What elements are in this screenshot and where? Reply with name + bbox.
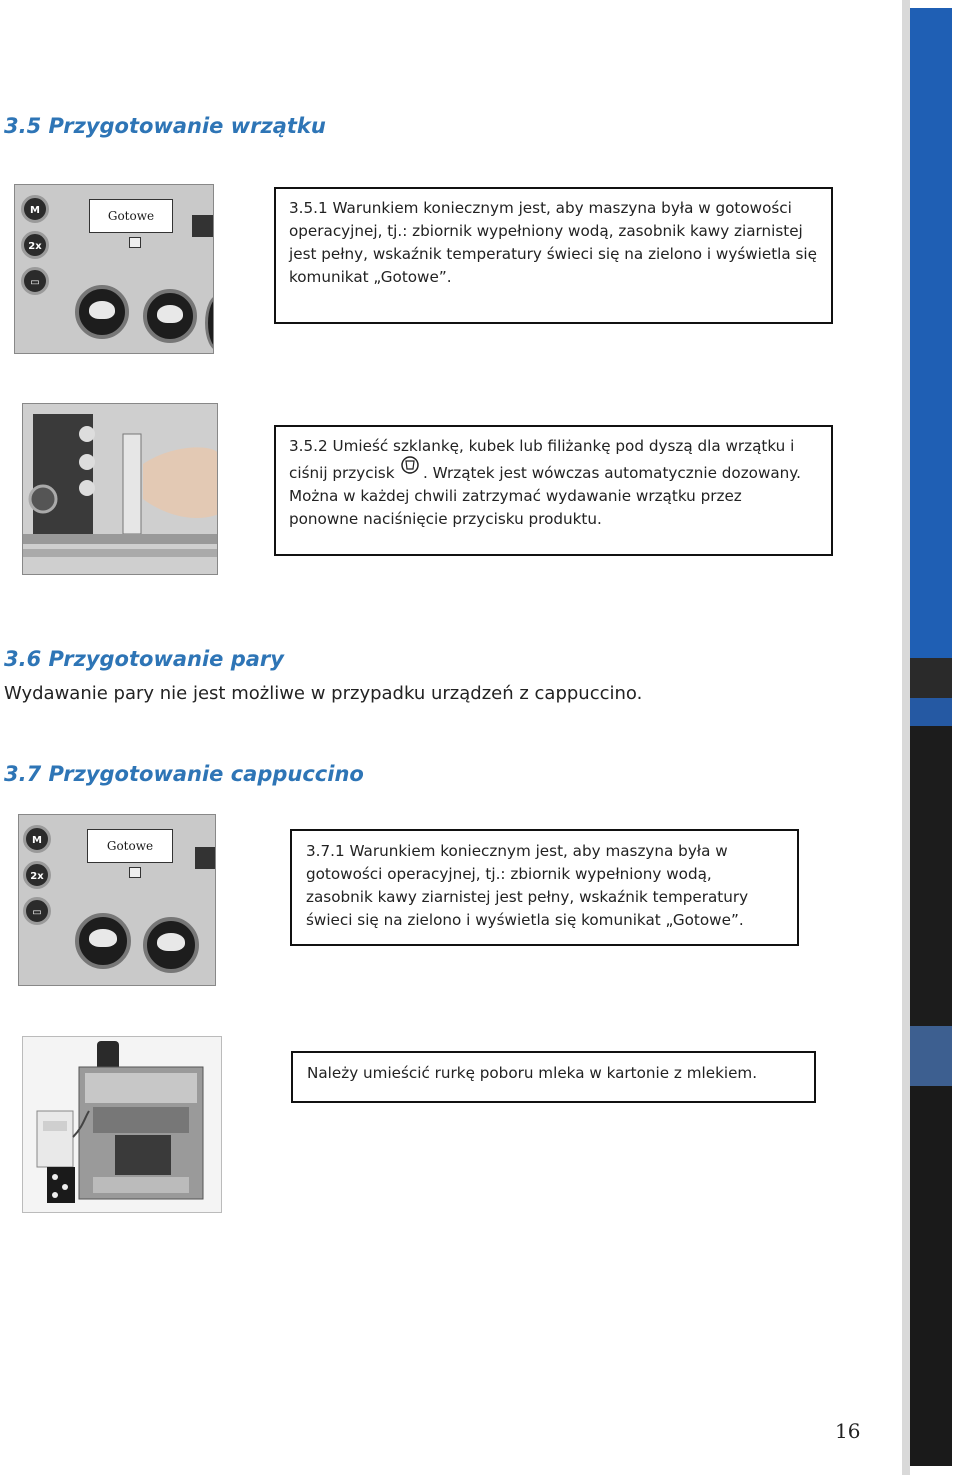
milk-instruction-text: Należy umieścić rurkę poboru mleka w kartonie z mlekiem. <box>307 1064 758 1082</box>
instruction-3-7-1-line-1: 3.7.1 Warunkiem koniecznym jest, aby maszyna była w <box>306 842 728 860</box>
instruction-box-3-5-2 <box>274 425 833 556</box>
display-gotowe-2: Gotowe <box>87 829 173 863</box>
display-indicator <box>129 237 141 248</box>
coffee-machine-with-milk-image <box>22 1036 222 1213</box>
instruction-3-5-2-line-3: Można w każdej chwili zatrzymać wydawanie wrzątku przez <box>289 487 742 505</box>
steam-note: Wydawanie pary nie jest możliwe w przypadku urządzeń z cappuccino. <box>4 683 643 704</box>
control-panel-image-2 <box>18 814 216 986</box>
instruction-3-5-2-line-2a: ciśnij przycisk <box>289 464 395 482</box>
section-heading-3-5: 3.5 Przygotowanie wrzątku <box>4 114 326 138</box>
panel-side-element <box>192 215 214 237</box>
instruction-3-5-1-line-4: komunikat „Gotowe”. <box>289 268 452 286</box>
double-button-image: 2x <box>21 231 49 259</box>
page-number: 16 <box>835 1419 861 1443</box>
menu-button-image: M <box>21 195 49 223</box>
instruction-3-7-1-line-2: gotowości operacyjnej, tj.: zbiornik wypełniony wodą, <box>306 865 712 883</box>
instruction-box-3-5-1 <box>274 187 833 324</box>
instruction-3-5-1-line-1: 3.5.1 Warunkiem koniecznym jest, aby maszyna była w gotowości <box>289 199 792 217</box>
page-sidebar-decoration <box>902 0 960 1475</box>
hot-water-button-image: ▭ <box>21 267 49 295</box>
section-heading-3-6: 3.6 Przygotowanie pary <box>4 647 284 671</box>
instruction-3-5-2-line-2b: . Wrzątek jest wówczas automatycznie dozowany. <box>423 464 801 482</box>
display-gotowe: Gotowe <box>89 199 173 233</box>
control-panel-image-1 <box>14 184 214 354</box>
instruction-3-5-2-line-1: 3.5.2 Umieść szklankę, kubek lub filiżankę pod dyszą dla wrzątku i <box>289 437 795 455</box>
instruction-box-3-7-1 <box>290 829 799 946</box>
hot-water-button-image-2: ▭ <box>23 897 51 925</box>
instruction-3-7-1-line-4: świeci się na zielono i wyświetla się komunikat „Gotowe”. <box>306 911 744 929</box>
instruction-3-5-1-line-3: jest pełny, wskaźnik temperatury świeci się na zielono i wyświetla się <box>289 245 817 263</box>
menu-button-image-2: M <box>23 825 51 853</box>
section-heading-3-7: 3.7 Przygotowanie cappuccino <box>4 762 364 786</box>
milk-instruction-box <box>291 1051 816 1103</box>
instruction-3-7-1-line-3: zasobnik kawy ziarnistej jest pełny, wskaźnik temperatury <box>306 888 749 906</box>
instruction-3-5-1-line-2: operacyjnej, tj.: zbiornik wypełniony wodą, zasobnik kawy ziarnistej <box>289 222 803 240</box>
hot-water-nozzle-image <box>22 403 218 575</box>
hot-water-icon <box>399 456 421 476</box>
instruction-3-5-2-line-4: ponowne naciśnięcie przycisku produktu. <box>289 510 602 528</box>
double-button-image-2: 2x <box>23 861 51 889</box>
